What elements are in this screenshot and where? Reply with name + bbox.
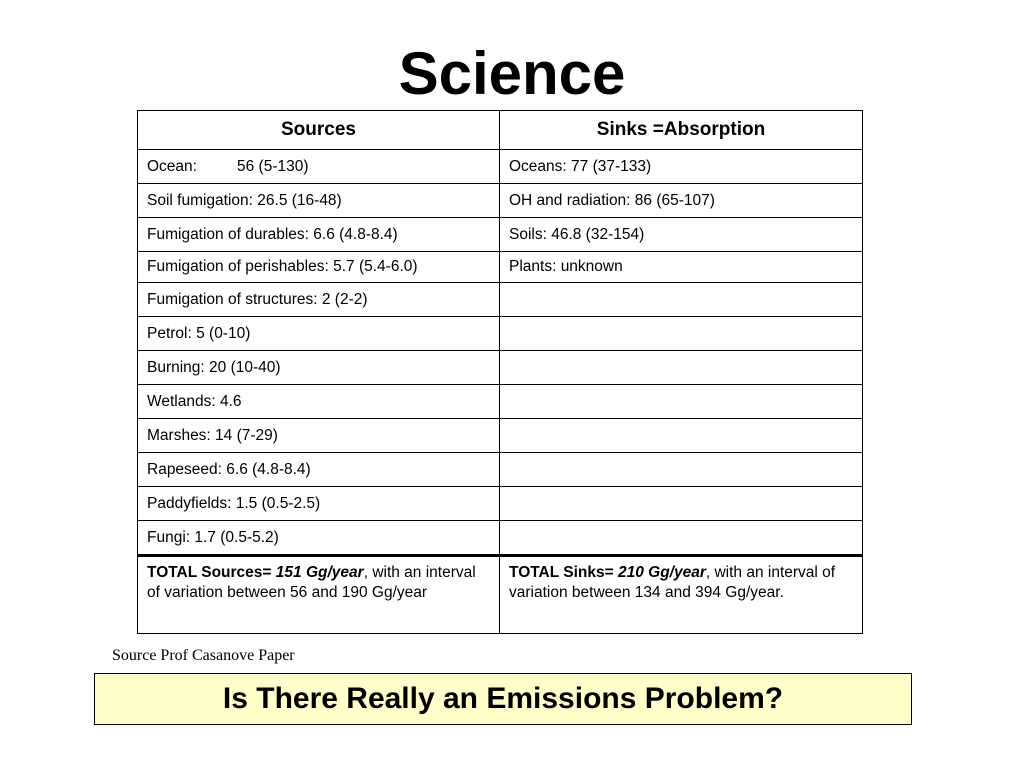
source-note: Source Prof Casanove Paper	[112, 647, 295, 664]
source-cell: Rapeseed: 6.6 (4.8-8.4)	[138, 453, 500, 487]
table-row	[138, 252, 863, 283]
table-row	[138, 317, 863, 351]
source-label: Ocean:	[147, 157, 197, 175]
source-cell: Marshes: 14 (7-29)	[138, 419, 500, 453]
table-row	[138, 150, 863, 184]
total-sinks-value: 210 Gg/year	[617, 564, 706, 581]
table-row	[138, 283, 863, 317]
total-sources-value: 151 Gg/year	[275, 564, 364, 581]
source-cell: Petrol: 5 (0-10)	[138, 317, 500, 351]
total-sinks-interval: , with an interval of variation between 134 and 394 Gg/year.	[509, 564, 836, 601]
slide-title: Science	[398, 40, 626, 107]
source-cell	[138, 150, 500, 184]
header-sinks: Sinks =Absorption	[500, 111, 863, 150]
sink-cell: OH and radiation: 86 (65-107)	[500, 184, 863, 218]
sources-sinks-table	[137, 110, 863, 634]
sink-cell	[500, 487, 863, 521]
sink-cell	[500, 385, 863, 419]
totals-row	[138, 556, 863, 634]
source-cell: Fungi: 1.7 (0.5-5.2)	[138, 521, 500, 556]
table-row	[138, 453, 863, 487]
total-sources-interval: , with an interval of variation between 56 and 190 Gg/year	[147, 564, 476, 601]
source-cell: Fumigation of structures: 2 (2-2)	[138, 283, 500, 317]
sink-cell: Plants: unknown	[500, 252, 863, 283]
sink-cell	[500, 283, 863, 317]
source-value: 56 (5-130)	[236, 157, 309, 175]
source-cell: Paddyfields: 1.5 (0.5-2.5)	[138, 487, 500, 521]
sink-cell: Soils: 46.8 (32-154)	[500, 218, 863, 252]
sink-cell: Oceans: 77 (37-133)	[500, 150, 863, 184]
total-sources-label: TOTAL Sources=	[147, 564, 272, 581]
total-sources-cell	[138, 556, 500, 634]
table-row	[138, 521, 863, 556]
total-sinks-cell	[500, 556, 863, 634]
source-cell: Soil fumigation: 26.5 (16-48)	[138, 184, 500, 218]
table-row	[138, 419, 863, 453]
table-row	[138, 184, 863, 218]
source-cell: Burning: 20 (10-40)	[138, 351, 500, 385]
table-header-row	[138, 111, 863, 150]
sink-cell	[500, 453, 863, 487]
header-sources: Sources	[138, 111, 500, 150]
source-cell: Fumigation of perishables: 5.7 (5.4-6.0)	[138, 252, 500, 283]
table-row	[138, 385, 863, 419]
sink-cell	[500, 317, 863, 351]
table-row	[138, 351, 863, 385]
sink-cell	[500, 419, 863, 453]
source-cell: Fumigation of durables: 6.6 (4.8-8.4)	[138, 218, 500, 252]
table-row	[138, 218, 863, 252]
total-sinks-label: TOTAL Sinks=	[509, 564, 614, 581]
sink-cell	[500, 351, 863, 385]
source-cell: Wetlands: 4.6	[138, 385, 500, 419]
table-row	[138, 487, 863, 521]
emissions-banner: Is There Really an Emissions Problem?	[94, 673, 912, 725]
sink-cell	[500, 521, 863, 556]
